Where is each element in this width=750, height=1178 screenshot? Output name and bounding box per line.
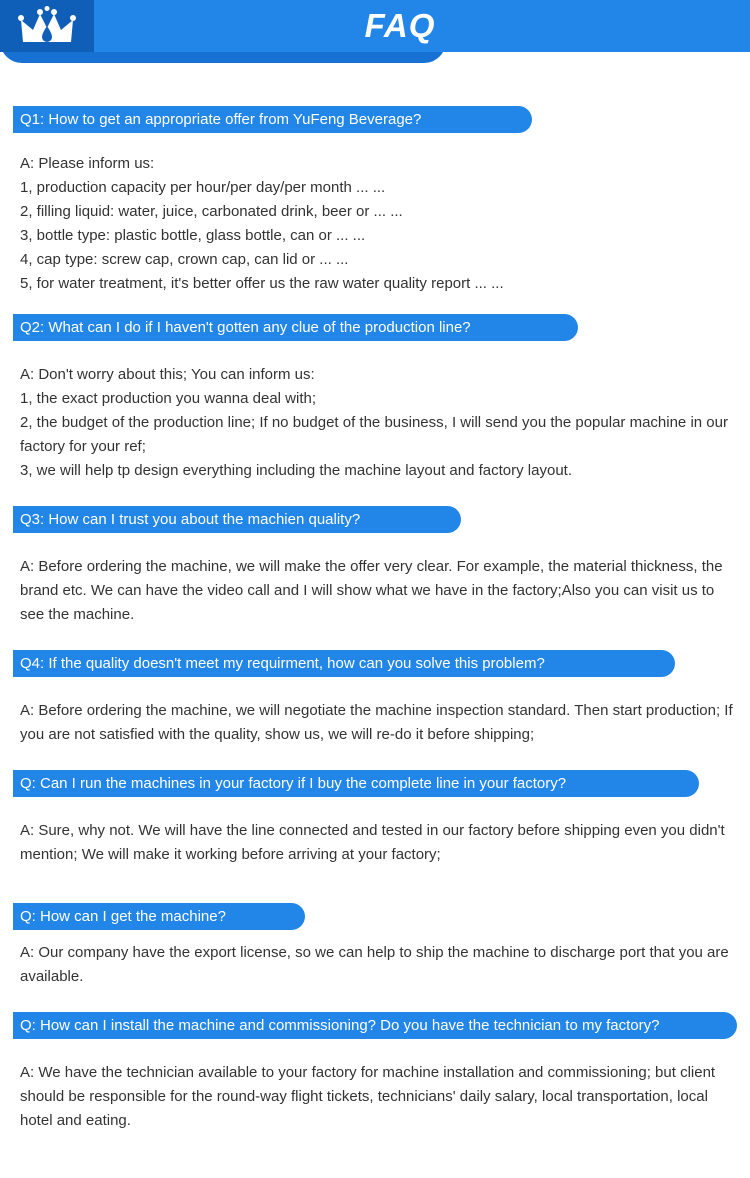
crown-icon (17, 6, 77, 46)
answer-line: 2, filling liquid: water, juice, carbonated drink, beer or ... ... (20, 203, 403, 220)
faq-answer-2 (20, 363, 736, 483)
faq-answer-6 (20, 941, 736, 989)
answer-line: A: Don't worry about this; You can inform us: (20, 366, 315, 383)
answer-line: 3, bottle type: plastic bottle, glass bottle, can or ... ... (20, 227, 366, 244)
answer-line: A: Before ordering the machine, we will negotiate the machine inspection standard. Then start production; If you are not satisfied with the quality, show us, we will re-do it before shipping; (20, 702, 733, 743)
answer-line: A: Our company have the export license, so we can help to ship the machine to discharge port that you are available. (20, 944, 729, 985)
answer-line: A: Sure, why not. We will have the line connected and tested in our factory before shipping even you didn't mention; We will make it working before arriving at your factory; (20, 822, 725, 863)
faq-answer-5 (20, 819, 736, 867)
faq-answer-3 (20, 555, 736, 627)
answer-line: 3, we will help tp design everything including the machine layout and factory layout. (20, 462, 572, 479)
answer-line: 4, cap type: screw cap, crown cap, can lid or ... ... (20, 251, 349, 268)
faq-question-6: Q: How can I get the machine? (13, 903, 305, 930)
answer-line: A: Before ordering the machine, we will make the offer very clear. For example, the material thickness, the brand etc. We can have the video call and I will show what we have in the factory;Also you can visit us to see the machine. (20, 558, 723, 623)
faq-answer-1 (20, 152, 736, 296)
answer-line: 2, the budget of the production line; If no budget of the business, I will send you the popular machine in our factory for your ref; (20, 414, 728, 455)
faq-answer-7 (20, 1061, 736, 1133)
answer-line: 1, the exact production you wanna deal with; (20, 390, 317, 407)
header (0, 0, 750, 63)
faq-question-4: Q4: If the quality doesn't meet my requirment, how can you solve this problem? (13, 650, 675, 677)
answer-line: A: We have the technician available to your factory for machine installation and commissioning; but client should be responsible for the round-way flight tickets, technicians' daily salary, local transportation, local hotel and eating. (20, 1064, 716, 1129)
answer-line: 1, production capacity per hour/per day/per month ... ... (20, 179, 386, 196)
faq-answer-4 (20, 699, 736, 747)
faq-question-2: Q2: What can I do if I haven't gotten any clue of the production line? (13, 314, 578, 341)
logo (0, 0, 94, 52)
answer-line: 5, for water treatment, it's better offer us the raw water quality report ... ... (20, 275, 504, 292)
faq-question-1: Q1: How to get an appropriate offer from YuFeng Beverage? (13, 106, 532, 133)
faq-question-5: Q: Can I run the machines in your factory if I buy the complete line in your factory? (13, 770, 699, 797)
answer-line: A: Please inform us: (20, 155, 155, 172)
faq-question-3: Q3: How can I trust you about the machien quality? (13, 506, 461, 533)
faq-question-7: Q: How can I install the machine and commissioning? Do you have the technician to my factory? (13, 1012, 737, 1039)
page-title: FAQ (364, 7, 436, 44)
